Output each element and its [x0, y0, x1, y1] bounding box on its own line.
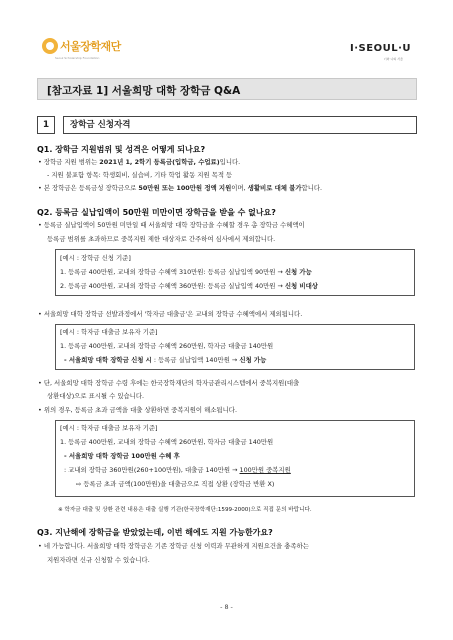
iseoulu-logo	[350, 43, 411, 54]
q3-para-1: • 네 가능합니다. 서울희망 대학 장학금은 기존 장학금 신청 이력과 무관하게 지원요건을 충족하는	[38, 542, 309, 550]
page-header	[0, 0, 453, 68]
q2-para-2-text: 서울희망 대학 장학금 선발과정에서 '학자금 대출금'은 교내외 장학금 수혜액에서 제외됩니다.	[43, 310, 303, 318]
example-3-line-2: - 서울희망 대학 장학금 100만원 수혜 후	[64, 452, 180, 460]
example-2-line-2	[64, 356, 266, 364]
q2-question: Q2. 등록금 실납입액이 50만원 미만이면 장학금을 받을 수 없나요?	[37, 208, 276, 217]
q3-para-1-text: 네 가능합니다. 서울희망 대학 장학금은 기존 장학금 신청 이력과 무관하게 지원요건을 충족하는	[43, 542, 309, 550]
q1-line-3-text: 본 장학금은 등록금성 장학금으로	[43, 184, 139, 192]
example-2-line-1: 1. 등록금 400만원, 교내외 장학금 수혜액 260만원, 학자금 대출금 140만원	[60, 342, 274, 350]
example-1-line-1-result: 신청 가능	[284, 268, 312, 276]
example-2-line-2-text: : 등록금 실납입액 140만원 →	[151, 356, 240, 364]
section-number: 1	[37, 116, 55, 134]
example-3-line-4: ⇨ 등록금 초과 금액(100만원)을 대출금으로 직접 상환 (장학금 반환 X)	[76, 480, 275, 488]
q1-line-3: • 본 장학금은 등록금성 장학금으로 50만원 또는 100만원 정액 지원이며, 생활비로 대체 불가합니다.	[38, 184, 323, 192]
foundation-logo	[42, 38, 121, 54]
example-2-line-2-result: 신청 가능	[239, 356, 267, 364]
q2-para-2: • 서울희망 대학 장학금 선발과정에서 '학자금 대출금'은 교내외 장학금 수혜액에서 제외됩니다.	[38, 310, 303, 318]
example-1-line-1-text: 1. 등록금 400만원, 교내외 장학금 수혜액 310만원: 등록금 실납입액 90만원 →	[60, 268, 285, 276]
q2-para-3-cont: 상환대상)으로 표시될 수 있습니다.	[47, 392, 145, 400]
example-1-line-2	[60, 282, 318, 290]
q2-para-4-text: 위의 경우, 등록금 초과 금액을 대출 상환하면 중복지원이 해소됩니다.	[43, 406, 237, 414]
example-1-line-1	[60, 268, 312, 276]
document-title-bar	[37, 78, 417, 100]
q2-para-3-text: 단, 서울희망 대학 장학금 수령 후에는 한국장학재단의 학자금관리시스템에서 중복지원(대출	[43, 379, 300, 387]
q3-para-1-cont: 지원자라면 신규 신청할 수 있습니다.	[47, 556, 150, 564]
q1-line-3-end: 합니다.	[301, 184, 323, 192]
q2-para-3: • 단, 서울희망 대학 장학금 수령 후에는 한국장학재단의 학자금관리시스템에서 중복지원(대출	[38, 379, 300, 387]
section-header	[37, 116, 417, 134]
logo-mark-icon	[42, 38, 58, 54]
example-2-line-2-bold: - 서울희망 대학 장학금 신청 시	[64, 356, 152, 364]
q2-note: ※ 학자금 대출 및 상환 관련 내용은 대출 실행 기관(한국장학재단:1599-2000)으로 직접 문의 바랍니다.	[58, 507, 312, 513]
example-1-heading: [예시 : 장학금 신청 기준]	[60, 254, 131, 262]
q2-para-1-cont: 등록금 범위를 초과하므로 중복지원 제한 대상자로 간주하여 심사에서 제외합니다.	[47, 235, 276, 243]
document-title: [참고자료 1] 서울희망 대학 장학금 Q&A	[47, 85, 241, 97]
foundation-logo-subtitle: Seoul Scholarship Foundation	[55, 56, 100, 60]
q2-para-4: • 위의 경우, 등록금 초과 금액을 대출 상환하면 중복지원이 해소됩니다.	[38, 406, 237, 414]
q1-line-3-bold: 50만원 또는 100만원 정액 지원	[138, 184, 232, 192]
example-1-line-2-result: 신청 비대상	[284, 282, 318, 290]
q1-line-3-mid: 이며,	[231, 184, 248, 192]
page-number: - 8 -	[220, 603, 233, 611]
section-title: 장학금 신청자격	[63, 116, 417, 134]
q3-question: Q3. 지난해에 장학금을 받았었는데, 이번 해에도 지원 가능한가요?	[37, 528, 273, 537]
q1-question: Q1. 장학금 지원범위 및 성격은 어떻게 되나요?	[37, 145, 206, 154]
example-3-line-3	[64, 466, 291, 474]
q1-line-2: - 지원 불포함 항목: 학생회비, 실습비, 기타 학업 활동 지원 목적 등	[47, 171, 233, 179]
q1-line-1-end: 입니다.	[219, 158, 241, 166]
iseoulu-logo-text: I·SEOUL·U	[350, 43, 411, 54]
q1-line-3-bold-2: 생활비로 대체 불가	[247, 184, 302, 192]
example-3-line-1: 1. 등록금 400만원, 교내외 장학금 수혜액 260만원, 학자금 대출금 140만원	[60, 438, 274, 446]
q2-para-1: • 등록금 실납입액이 50만원 미만일 때 서울희망 대학 장학금을 수혜할 경우 총 장학금 수혜액이	[38, 221, 305, 229]
example-1-line-2-text: 2. 등록금 400만원, 교내외 장학금 수혜액 360만원: 등록금 실납입액 40만원 →	[60, 282, 285, 290]
iseoulu-logo-subtitle: 너와 나의 서울	[383, 57, 403, 61]
foundation-logo-text: 서울장학재단	[60, 40, 121, 53]
example-3-line-3-underlined: 100만원 중복지원	[239, 466, 291, 474]
example-2-heading: [예시 : 학자금 대출금 보유자 기준]	[60, 328, 158, 336]
example-3-line-3-text: : 교내외 장학금 360만원(260+100만원), 대출금 140만원 →	[64, 466, 240, 474]
q1-line-1-bold: 2021년 1, 2학기 등록금(입학금, 수업료)	[99, 158, 220, 166]
q1-line-1: • 장학금 지원 범위는 2021년 1, 2학기 등록금(입학금, 수업료)입니다.	[38, 158, 241, 166]
q1-line-1-text: 장학금 지원 범위는	[43, 158, 100, 166]
example-3-heading: [예시 : 학자금 대출금 보유자 기준]	[60, 424, 158, 432]
q2-para-1-text: 등록금 실납입액이 50만원 미만일 때 서울희망 대학 장학금을 수혜할 경우 총 장학금 수혜액이	[43, 221, 305, 229]
